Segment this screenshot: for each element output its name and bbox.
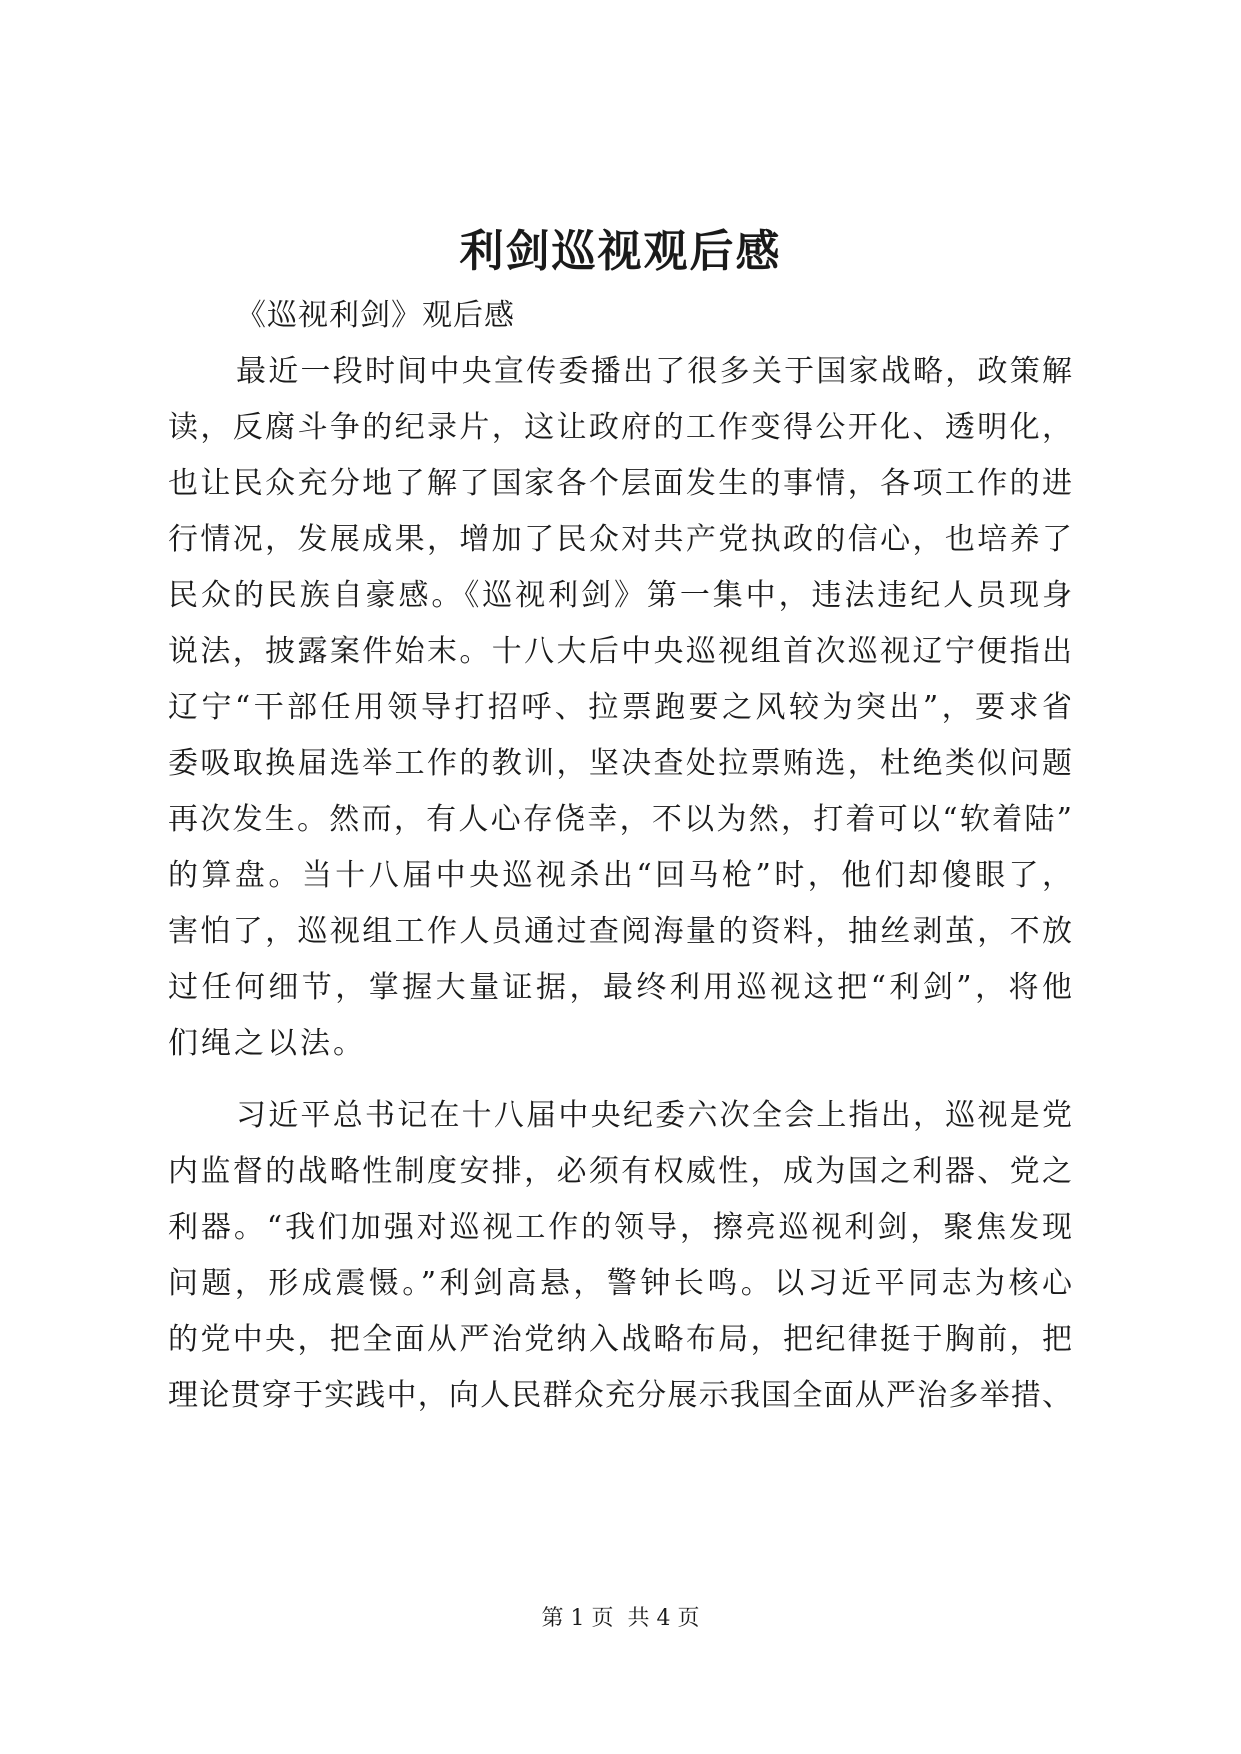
page-footer [0,1604,1241,1634]
paragraph-2-line: 的党中央，把全面从严治党纳入战略布局，把纪律挺于胸前，把 [168,1322,1072,1357]
paragraph-1-line: 害怕了，巡视组工作人员通过查阅海量的资料，抽丝剥茧，不放 [168,914,1072,949]
paragraph-1-line: 读，反腐斗争的纪录片，这让政府的工作变得公开化、透明化， [168,410,1072,445]
paragraph-1-line: 辽宁“干部任用领导打招呼、拉票跑要之风较为突出”，要求省 [168,690,1072,725]
document-title: 利剑巡视观后感 [459,226,782,277]
paragraph-2-line: 利器。“我们加强对巡视工作的领导，擦亮巡视利剑，聚焦发现 [168,1210,1072,1245]
paragraph-1-line: 的算盘。当十八届中央巡视杀出“回马枪”时，他们却傻眼了， [168,858,1072,893]
paragraph-2-line: 问题，形成震慑。”利剑高悬，警钟长鸣。以习近平同志为核心 [168,1266,1072,1301]
paragraph-1-line: 最近一段时间中央宣传委播出了很多关于国家战略，政策解 [236,354,1072,389]
paragraph-1-line: 再次发生。然而，有人心存侥幸，不以为然，打着可以“软着陆” [168,802,1072,837]
paragraph-1-line: 也让民众充分地了解了国家各个层面发生的事情，各项工作的进 [168,466,1072,501]
document-subtitle: 《巡视利剑》观后感 [236,298,515,333]
paragraph-1-line: 们绳之以法。 [168,1026,366,1061]
paragraph-2-line: 内监督的战略性制度安排，必须有权威性，成为国之利器、党之 [168,1154,1072,1189]
paragraph-1-line: 民众的民族自豪感。《巡视利剑》第一集中，违法违纪人员现身 [168,578,1072,613]
page-number: 第 1 页 [541,1606,614,1631]
paragraph-1-line: 说法，披露案件始末。十八大后中央巡视组首次巡视辽宁便指出 [168,634,1072,669]
page-total: 共 4 页 [627,1606,700,1631]
paragraph-1-line: 过任何细节，掌握大量证据，最终利用巡视这把“利剑”，将他 [168,970,1072,1005]
paragraph-2-line: 理论贯穿于实践中，向人民群众充分展示我国全面从严治多举措、 [168,1378,1072,1413]
paragraph-1-line: 委吸取换届选举工作的教训，坚决查处拉票贿选，杜绝类似问题 [168,746,1072,781]
paragraph-2-line: 习近平总书记在十八届中央纪委六次全会上指出，巡视是党 [236,1098,1072,1133]
paragraph-1-line: 行情况，发展成果，增加了民众对共产党执政的信心，也培养了 [168,522,1072,557]
